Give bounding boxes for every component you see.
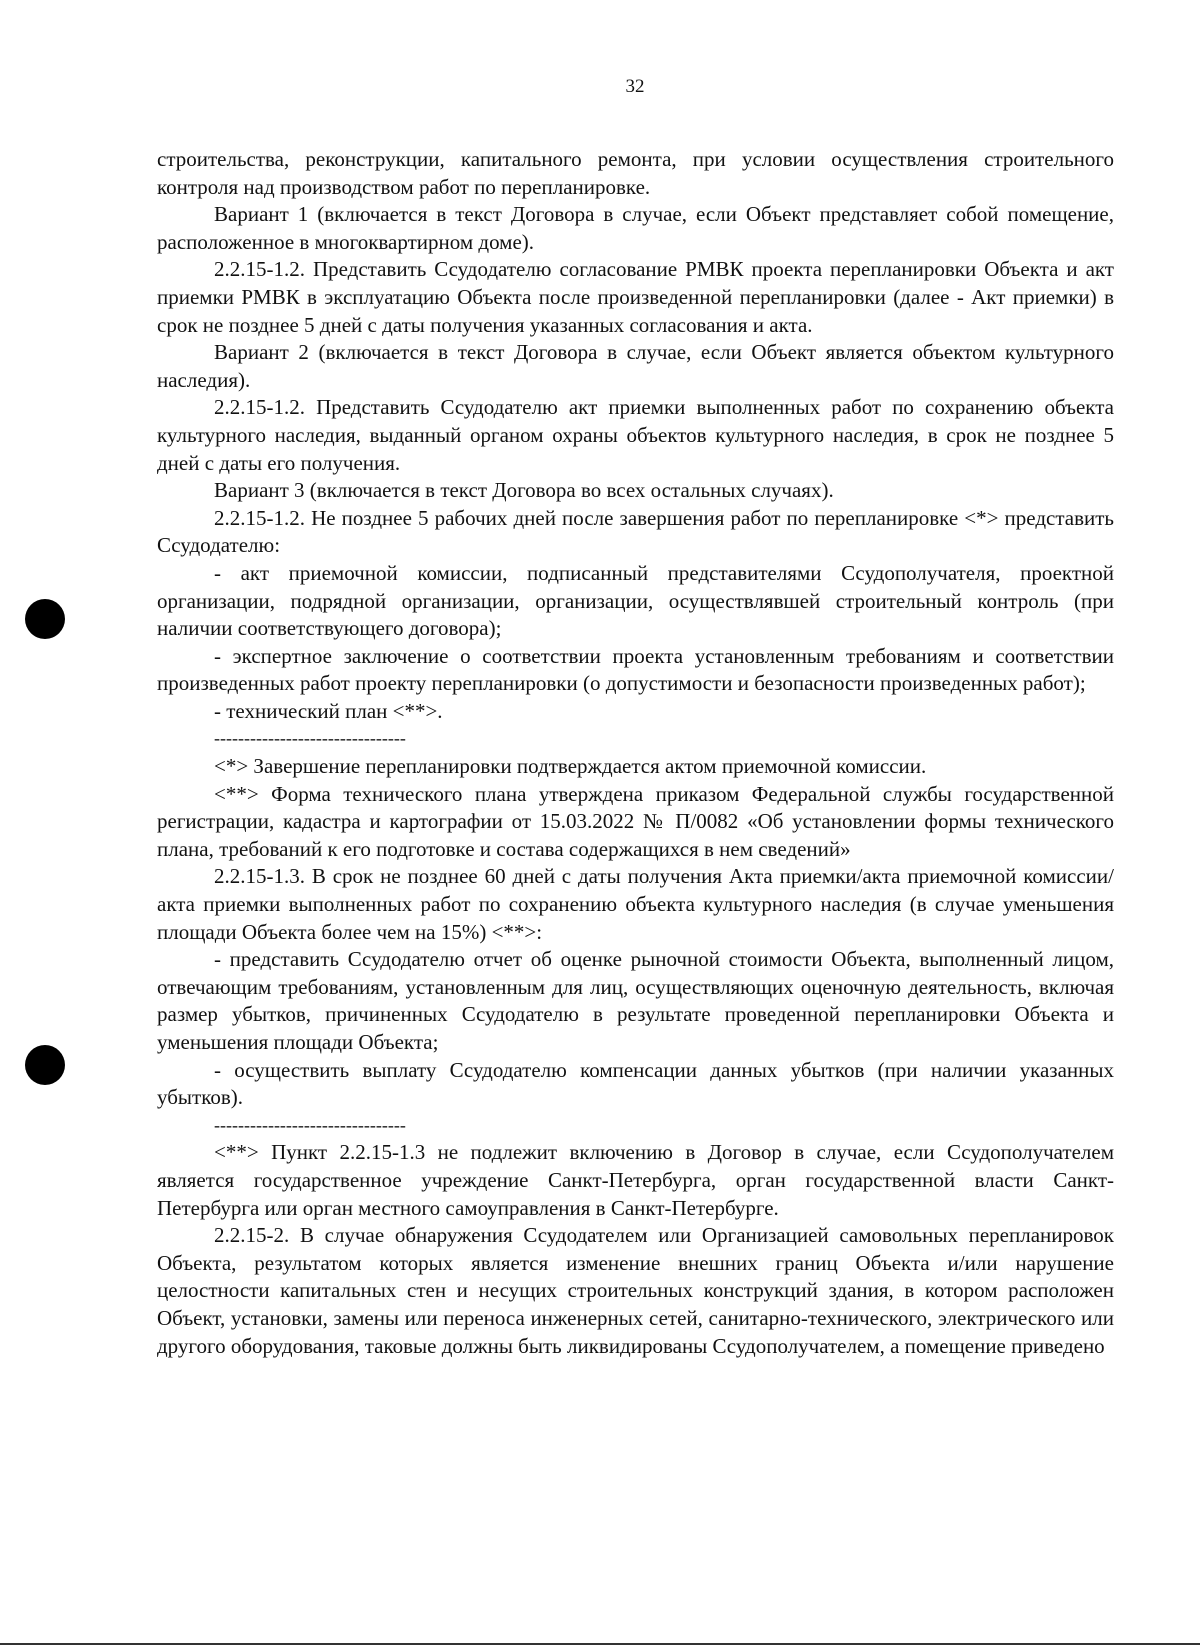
footnote: <**> Пункт 2.2.15-1.3 не подлежит включению в Договор в случае, если Ссудополучателем является государственное учреждение Санкт-Петербурга, орган государственной власти Санкт-Петербурга или орган местного самоуправления в Санкт-Петербурге.	[157, 1140, 1114, 1220]
footnote-separator: --------------------------------	[214, 1114, 406, 1135]
paragraph: Вариант 1 (включается в текст Договора в случае, если Объект представляет собой помещение, расположенное в многоквартирном доме).	[157, 202, 1114, 254]
footnote-separator: --------------------------------	[214, 728, 406, 749]
paragraph: Вариант 2 (включается в текст Договора в случае, если Объект является объектом культурного наследия).	[157, 340, 1114, 392]
paragraph: 2.2.15-1.2. Представить Ссудодателю акт приемки выполненных работ по сохранению объекта культурного наследия, выданный органом охраны объектов культурного наследия, в срок не позднее 5 дней с даты его получения.	[157, 395, 1114, 475]
paragraph: строительства, реконструкции, капитального ремонта, при условии осуществления строительного контроля над производством работ по перепланировке.	[157, 147, 1114, 199]
footnote: <**> Форма технического плана утверждена приказом Федеральной службы государственной регистрации, кадастра и картографии от 15.03.2022 № П/0082 «Об установлении формы технического плана, требований к его подготовке и состава содержащихся в нем сведений»	[157, 781, 1114, 861]
paragraph: 2.2.15-2. В случае обнаружения Ссудодателем или Организацией самовольных перепланировок Объекта, результатом которых является изменение внешних границ Объекта и/или нарушение целостности капитальных стен и несущих строительных конструкций здания, в котором расположен Объект, установки, замены или переноса инженерных сетей, санитарно-технического, электрического или другого оборудования, таковые должны быть ликвидированы Ссудополучателем, а помещение приведено	[157, 1223, 1114, 1358]
page-number: 32	[625, 76, 645, 97]
punch-hole-mark	[25, 1045, 65, 1085]
paragraph: 2.2.15-1.2. Не позднее 5 рабочих дней после завершения работ по перепланировке <*> представить Ссудодателю:	[157, 505, 1114, 558]
list-item: - экспертное заключение о соответствии проекта установленным требованиям и соответствии произведенных работ проекту перепланировки (о допустимости и безопасности произведенных работ);	[157, 643, 1114, 696]
footnote: <*> Завершение перепланировки подтверждается актом приемочной комиссии.	[214, 754, 927, 779]
punch-hole-mark	[25, 599, 65, 639]
list-item: - осуществить выплату Ссудодателю компенсации данных убытков (при наличии указанных убытков).	[157, 1057, 1114, 1110]
paragraph: 2.2.15-1.2. Представить Ссудодателю согласование РМВК проекта перепланировки Объекта и акт приемки РМВК в эксплуатацию Объекта после произведенной перепланировки (далее - Акт приемки) в срок не позднее 5 дней с даты получения указанных согласования и акта.	[157, 257, 1114, 337]
list-item: - технический план <**>.	[214, 698, 443, 723]
scan-edge-line	[0, 1643, 1200, 1645]
list-item: - представить Ссудодателю отчет об оценке рыночной стоимости Объекта, выполненный лицом, отвечающим требованиям, установленным для лиц, осуществляющих оценочную деятельность, включая размер убытков, причиненных Ссудодателю в результате проведенной перепланировки Объекта и уменьшения площади Объекта;	[157, 947, 1114, 1054]
document-body	[157, 146, 1114, 1360]
paragraph: Вариант 3 (включается в текст Договора во всех остальных случаях).	[214, 478, 834, 503]
paragraph: 2.2.15-1.3. В срок не позднее 60 дней с даты получения Акта приемки/акта приемочной комиссии/акта приемки выполненных работ по сохранению объекта культурного наследия (в случае уменьшения площади Объекта более чем на 15%) <**>:	[157, 864, 1114, 944]
list-item: - акт приемочной комиссии, подписанный представителями Ссудополучателя, проектной организации, подрядной организации, организации, осуществлявшей строительный контроль (при наличии соответствующего договора);	[157, 560, 1114, 641]
